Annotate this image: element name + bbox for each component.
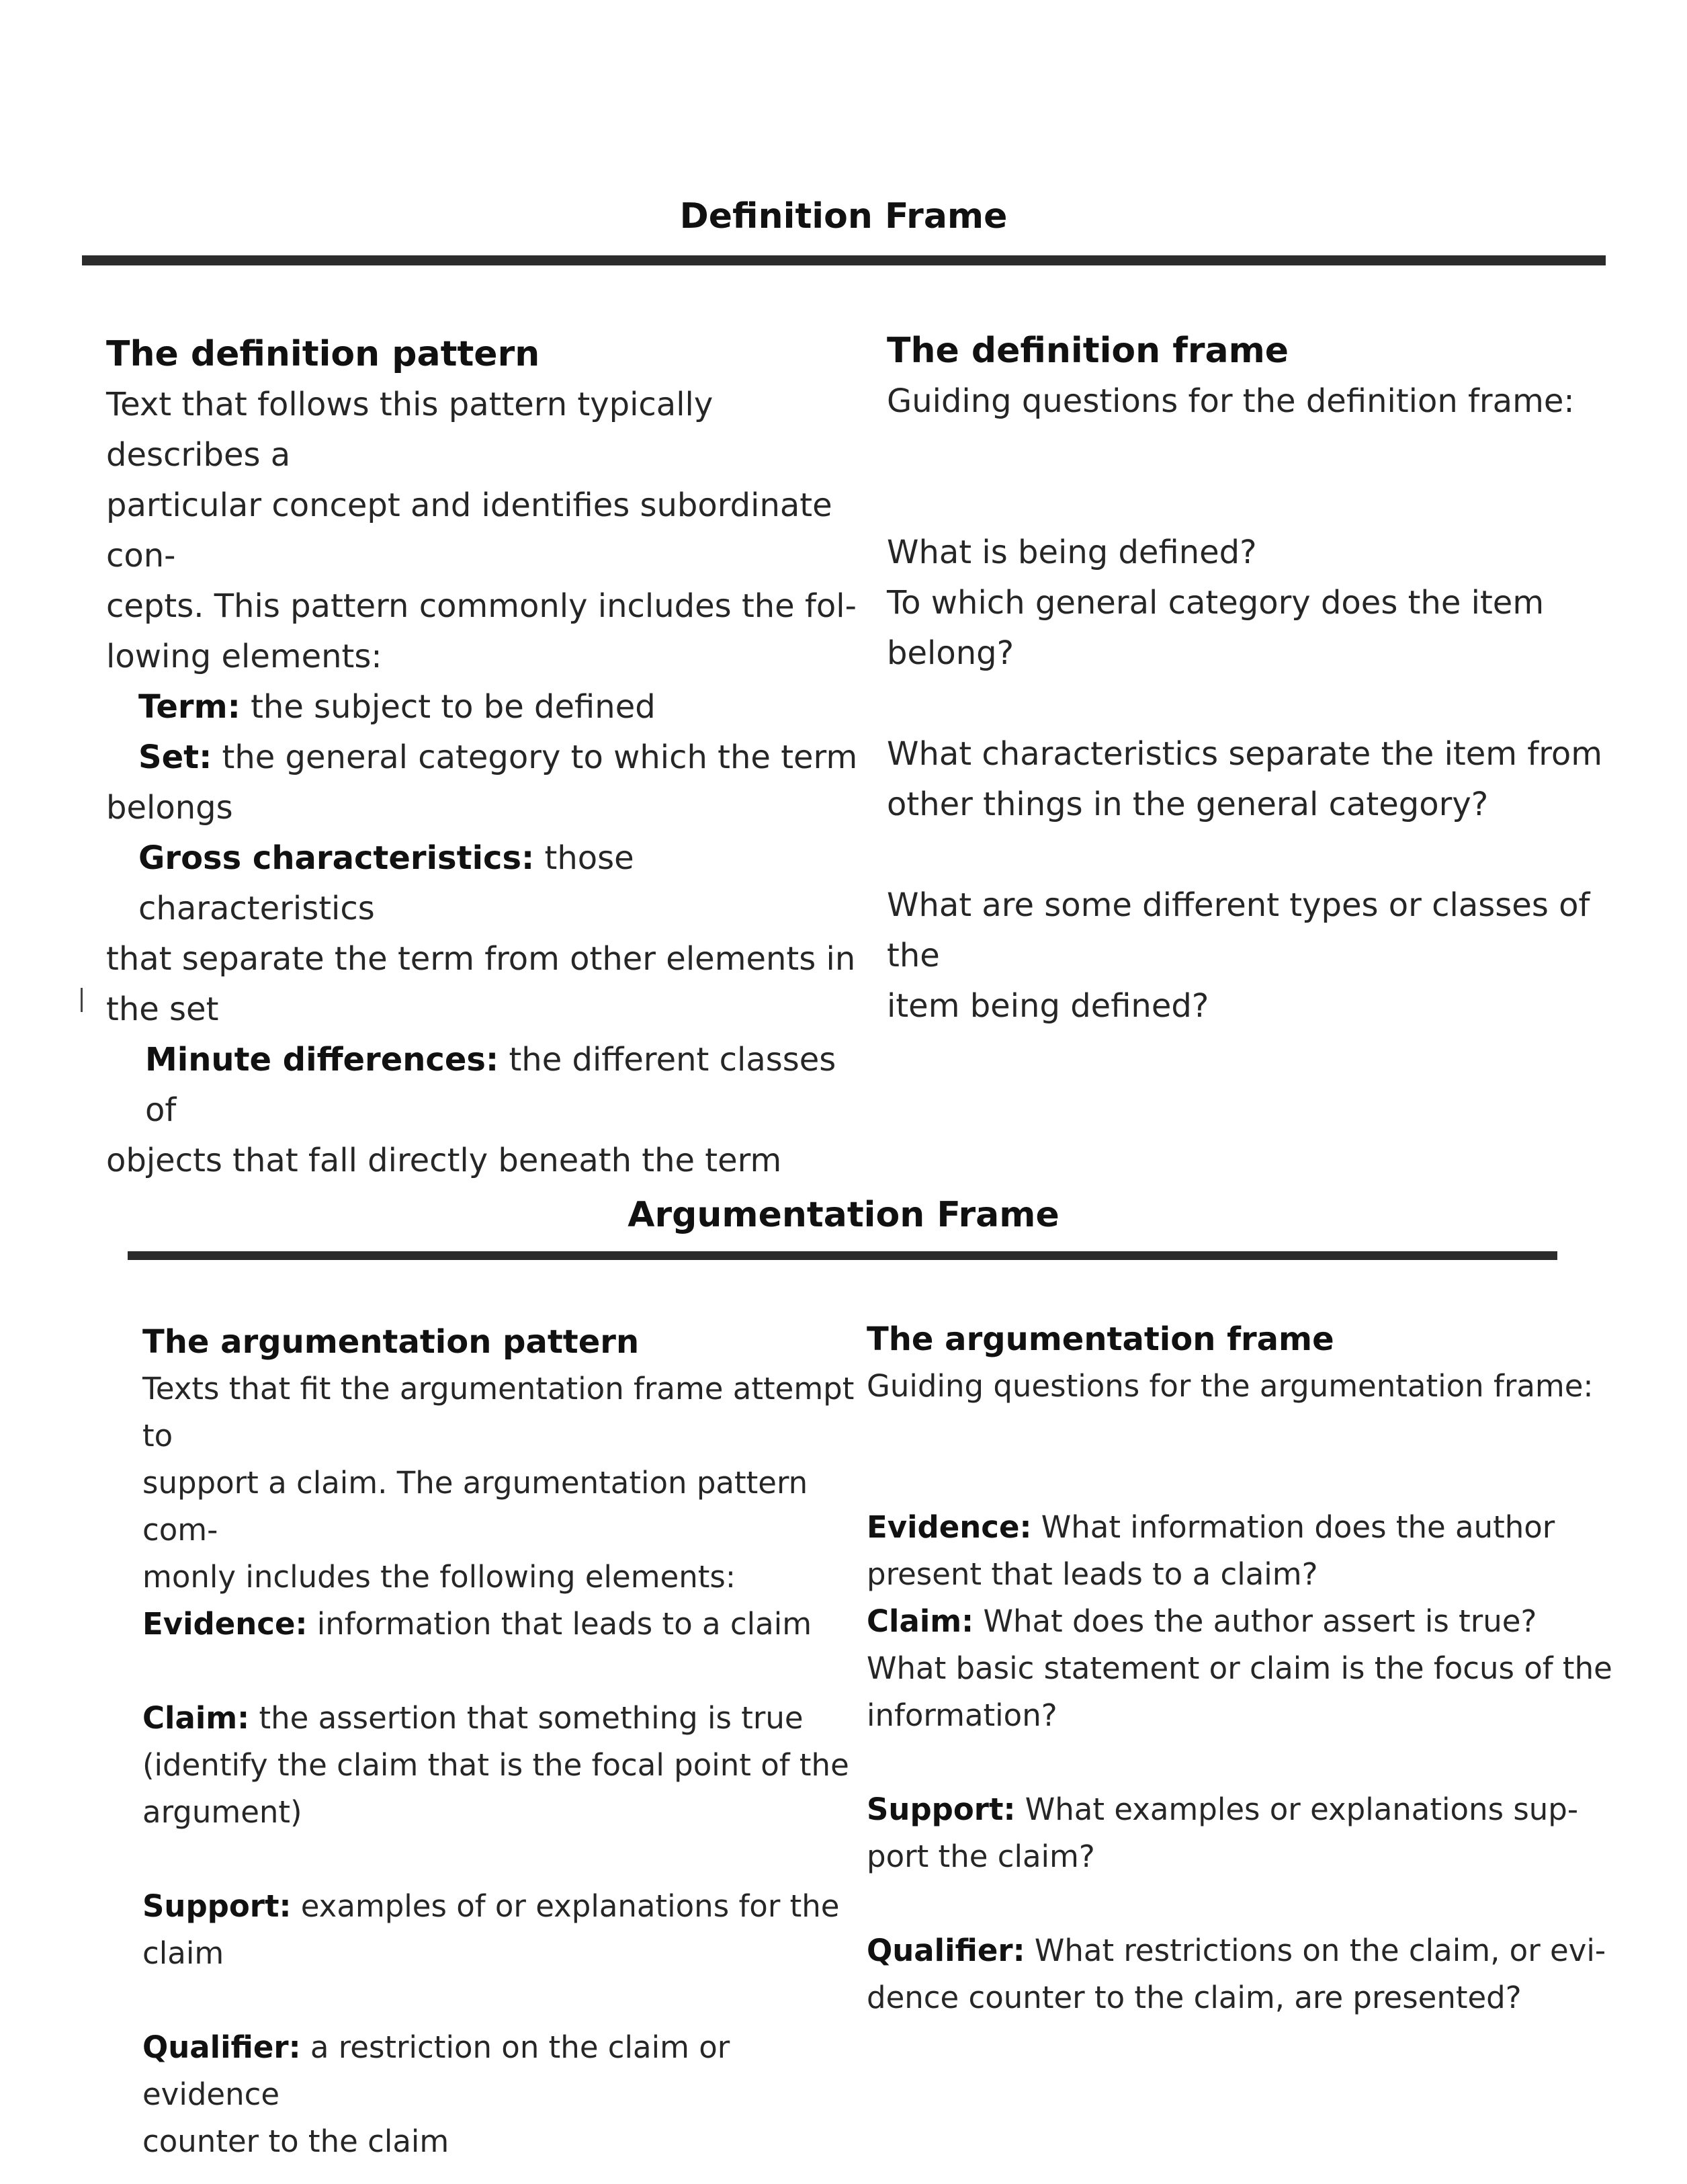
definition-pattern-intro-line: Text that follows this pattern typically describes a	[106, 386, 713, 474]
question-text: What examples or explanations sup-	[1015, 1792, 1579, 1827]
argumentation-frame-intro: Guiding questions for the argumentation frame:	[867, 1368, 1594, 1404]
question-text: information?	[867, 1697, 1057, 1733]
argumentation-frame-heading: The argumentation frame	[867, 1320, 1334, 1358]
element-claim	[142, 1695, 875, 1742]
element-text: belongs	[106, 789, 233, 827]
question-line: other things in the general category?	[887, 786, 1489, 823]
question-qualifier	[867, 1927, 1612, 1974]
question-line: What characteristics separate the item from	[887, 735, 1602, 773]
argumentation-pattern-column	[142, 1318, 875, 2165]
element-text: argument)	[142, 1794, 302, 1830]
element-label: Support:	[142, 1888, 292, 1924]
question-text: What does the author assert is true?	[974, 1603, 1537, 1639]
element-text: objects that fall directly beneath the term	[106, 1142, 782, 1179]
element-text: those characteristics	[138, 839, 634, 927]
argumentation-frame-rule	[128, 1251, 1557, 1260]
question-label: Evidence:	[867, 1509, 1032, 1545]
definition-pattern-intro-line: cepts. This pattern commonly includes the fol-	[106, 587, 857, 625]
question-claim	[867, 1598, 1612, 1645]
element-label: Minute differences:	[145, 1041, 499, 1079]
question-label: Support:	[867, 1792, 1016, 1827]
element-text: information that leads to a claim	[307, 1606, 812, 1642]
element-qualifier	[142, 2024, 875, 2118]
definition-frame-rule	[82, 255, 1606, 265]
element-text: the different classes of	[145, 1041, 836, 1129]
element-text: the subject to be defined	[240, 688, 656, 726]
question-line: What are some different types or classes of the	[887, 886, 1590, 974]
element-support	[142, 1883, 875, 1930]
question-label: Qualifier:	[867, 1933, 1025, 1968]
question-text: What information does the author	[1031, 1509, 1555, 1545]
definition-pattern-intro-line: lowing elements:	[106, 638, 382, 675]
element-label: Claim:	[142, 1700, 250, 1736]
question-text: present that leads to a claim?	[867, 1556, 1318, 1592]
question-line: To which general category does the item belong?	[887, 584, 1545, 672]
definition-frame-column	[887, 326, 1633, 1032]
argumentation-frame-title: Argumentation Frame	[628, 1195, 1059, 1235]
question-text: port the claim?	[867, 1839, 1095, 1874]
argumentation-pattern-intro-line: Texts that fit the argumentation frame attempt to	[142, 1371, 855, 1454]
definition-frame-heading: The definition frame	[887, 331, 1289, 371]
argumentation-pattern-intro-line: support a claim. The argumentation pattern com-	[142, 1465, 808, 1548]
question-evidence	[867, 1504, 1612, 1551]
definition-pattern-column	[106, 329, 872, 1186]
element-label: Qualifier:	[142, 2029, 301, 2065]
question-text: dence counter to the claim, are presented?	[867, 1980, 1522, 2015]
question-support	[867, 1786, 1612, 1833]
element-label: Term:	[138, 688, 241, 726]
question-label: Claim:	[867, 1603, 974, 1639]
definition-pattern-heading: The definition pattern	[106, 334, 540, 374]
element-evidence	[142, 1601, 875, 1648]
question-text: What basic statement or claim is the focus of the	[867, 1650, 1612, 1686]
margin-mark	[81, 988, 83, 1012]
definition-frame-intro: Guiding questions for the definition frame:	[887, 382, 1575, 420]
element-gross-characteristics	[106, 833, 872, 934]
element-label: Set:	[138, 739, 212, 776]
element-text: the general category to which the term	[212, 739, 858, 776]
element-set	[106, 732, 872, 783]
element-text: counter to the claim	[142, 2124, 449, 2159]
element-term	[106, 682, 872, 732]
question-text: What restrictions on the claim, or evi-	[1025, 1933, 1606, 1968]
element-text: claim	[142, 1935, 224, 1971]
definition-pattern-intro-line: particular concept and identifies subordinate con-	[106, 487, 832, 575]
element-text: a restriction on the claim or evidence	[142, 2029, 730, 2112]
question-line: What is being defined?	[887, 534, 1257, 571]
element-minute-differences	[106, 1035, 872, 1136]
argumentation-frame-column	[867, 1316, 1612, 2021]
argumentation-pattern-intro-line: monly includes the following elements:	[142, 1559, 736, 1595]
element-text: that separate the term from other elements in	[106, 940, 856, 978]
argumentation-pattern-heading: The argumentation pattern	[142, 1323, 640, 1361]
question-line: item being defined?	[887, 987, 1209, 1025]
element-text: the set	[106, 991, 219, 1028]
definition-frame-title: Definition Frame	[679, 196, 1008, 237]
element-label: Gross characteristics:	[138, 839, 535, 877]
element-label: Evidence:	[142, 1606, 308, 1642]
element-text: the assertion that something is true	[249, 1700, 804, 1736]
element-text: examples of or explanations for the	[291, 1888, 840, 1924]
element-text: (identify the claim that is the focal point of the	[142, 1747, 849, 1783]
